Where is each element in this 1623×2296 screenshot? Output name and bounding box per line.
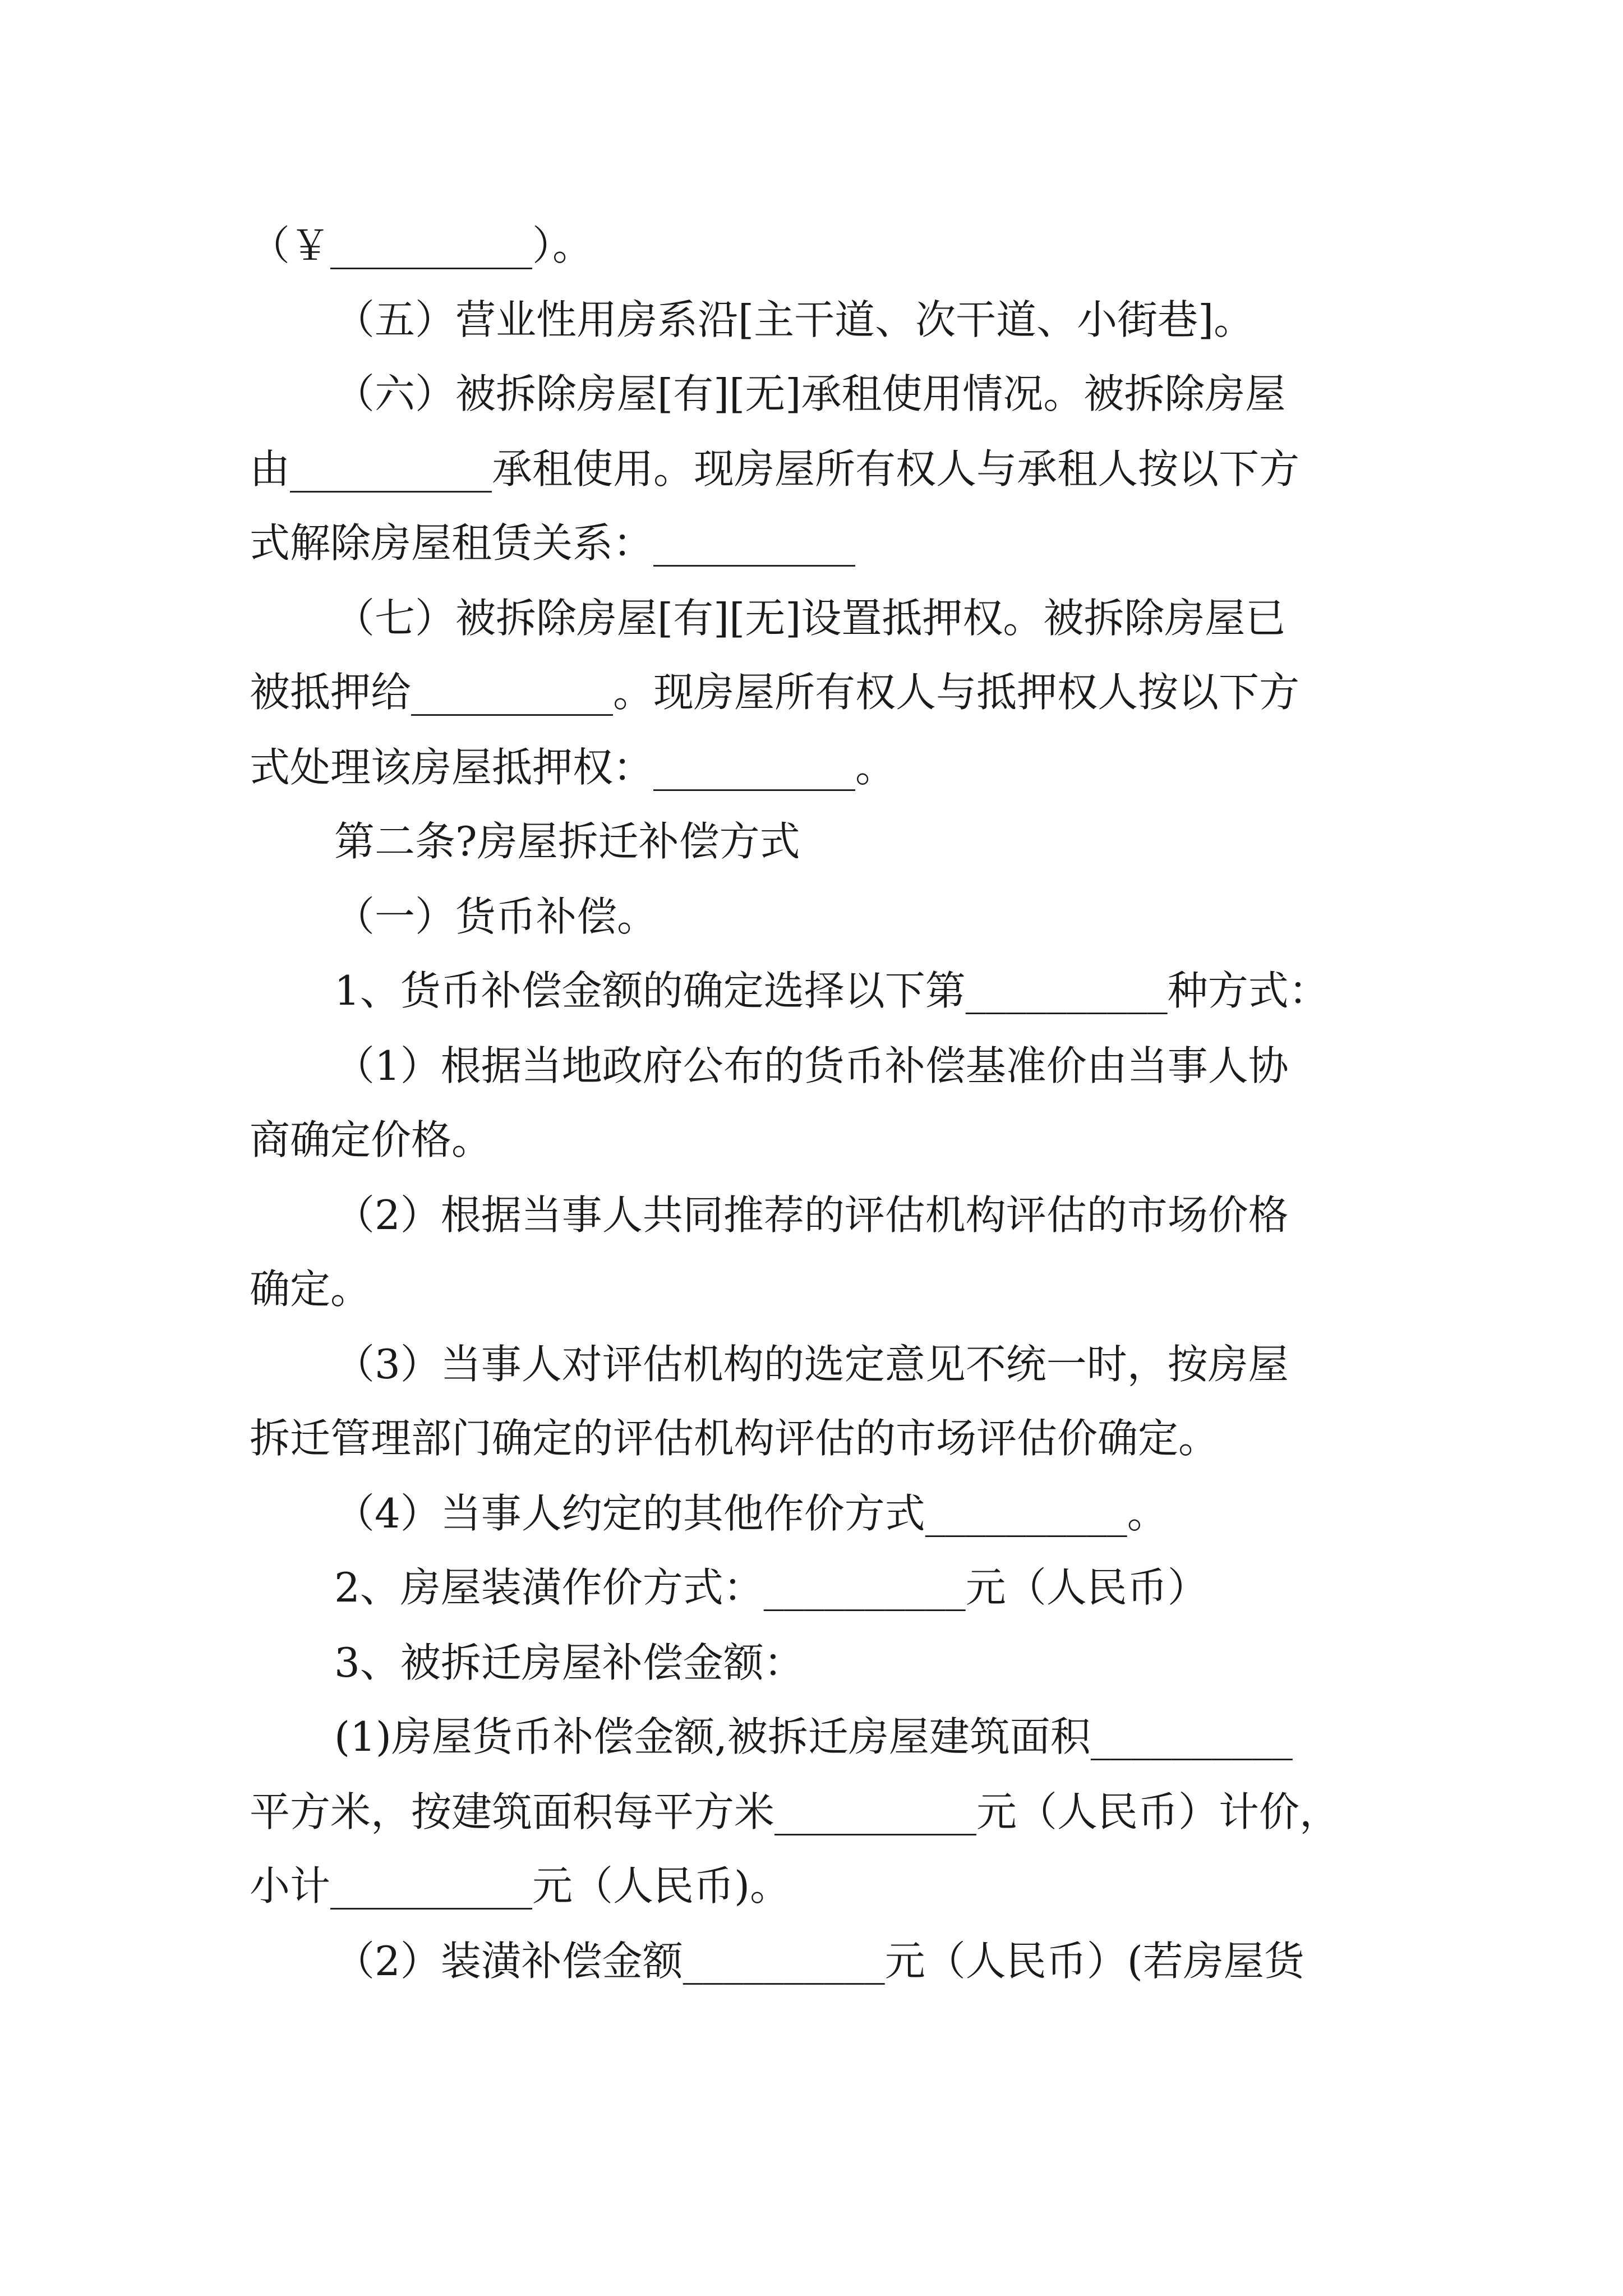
text-line: （1）根据当地政府公布的货币补偿基准价由当事人协 xyxy=(334,1042,1289,1089)
text-line: （六）被拆除房屋[有][无]承租使用情况。被拆除房屋 xyxy=(334,370,1286,417)
text-line: （一）货币补偿。 xyxy=(334,893,658,940)
text-line: 2、房屋装潢作价方式：__________元（人民币） xyxy=(334,1564,1208,1611)
text-line: 被抵押给__________。现房屋所有权人与抵押权人按以下方 xyxy=(250,669,1300,716)
text-line: （七）被拆除房屋[有][无]设置抵押权。被拆除房屋已 xyxy=(334,595,1286,642)
text-line: 小计__________元（人民币)。 xyxy=(250,1862,791,1910)
text-line: （4）当事人约定的其他作价方式__________。 xyxy=(334,1490,1168,1537)
text-line: （五）营业性用房系沿[主干道、次干道、小街巷]。 xyxy=(334,296,1255,343)
section-heading: 第二条?房屋拆迁补偿方式 xyxy=(334,818,800,865)
text-line: 1、货币补偿金额的确定选择以下第__________种方式： xyxy=(334,967,1329,1014)
text-line: 由__________承租使用。现房屋所有权人与承租人按以下方 xyxy=(250,445,1300,493)
text-line: 拆迁管理部门确定的评估机构评估的市场评估价确定。 xyxy=(250,1415,1219,1462)
text-line: 平方米，按建筑面积每平方米__________元（人民币）计价， xyxy=(250,1788,1340,1835)
text-line: 商确定价格。 xyxy=(250,1116,492,1163)
text-line: （￥__________）。 xyxy=(250,222,593,269)
text-line: 3、被拆迁房屋补偿金额： xyxy=(334,1639,804,1686)
text-line: （2）装潢补偿金额__________元（人民币）(若房屋货 xyxy=(334,1938,1304,1985)
text-line: 式处理该房屋抵押权：__________。 xyxy=(250,744,896,791)
text-line: 式解除房屋租赁关系：__________ xyxy=(250,519,856,567)
text-line: (1)房屋货币补偿金额,被拆迁房屋建筑面积__________ xyxy=(334,1713,1293,1760)
text-line: （3）当事人对评估机构的选定意见不统一时，按房屋 xyxy=(334,1341,1289,1388)
text-line: 确定。 xyxy=(250,1266,371,1313)
text-line: （2）根据当事人共同推荐的评估机构评估的市场价格 xyxy=(334,1191,1289,1239)
